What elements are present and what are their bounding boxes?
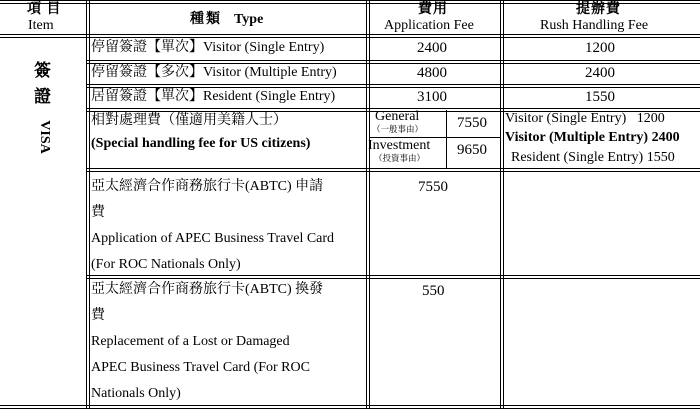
row-border xyxy=(86,275,700,279)
row-border xyxy=(86,60,700,64)
abtc-replace-line-5: Nationals Only) xyxy=(91,386,181,401)
header-fee-zh: 費用 xyxy=(418,2,448,17)
special-general-zh: （一般事由） xyxy=(372,124,424,134)
visa-zh-1: 簽 xyxy=(34,61,51,80)
special-type-en: (Special handling fee for US citizens) xyxy=(91,136,311,151)
header-bottom-border xyxy=(0,34,700,38)
special-investment-zh: （投資事由） xyxy=(374,153,426,163)
special-type-zh: 相對處理費（僅適用美籍人士） xyxy=(91,113,287,128)
row-border xyxy=(86,84,700,88)
abtc-apply-fee: 7550 xyxy=(418,179,448,195)
abtc-replace-line-2: 費 xyxy=(91,308,105,323)
row-type-visitor-single: 停留簽證【單次】Visitor (Single Entry) xyxy=(91,40,325,55)
special-rush-line-1: Visitor (Single Entry) 1200 xyxy=(505,111,665,126)
abtc-apply-line-3: Application of APEC Business Travel Card xyxy=(91,231,335,246)
abtc-apply-line-1: 亞太經濟合作商務旅行卡(ABTC) 申請 xyxy=(91,179,324,194)
header-type-zh: 種類 xyxy=(190,12,222,27)
visa-en: VISA xyxy=(37,120,52,154)
row-fee-visitor-single: 2400 xyxy=(417,40,447,56)
header-fee-en: Application Fee xyxy=(384,18,474,33)
abtc-replace-line-1: 亞太經濟合作商務旅行卡(ABTC) 換發 xyxy=(91,282,324,297)
header-rush-zh: 提辦費 xyxy=(576,2,621,17)
row-type-resident-single: 居留簽證【單次】Resident (Single Entry) xyxy=(91,89,336,104)
visa-zh-2: 證 xyxy=(34,87,51,106)
special-rush-line-2: Visitor (Multiple Entry) 2400 xyxy=(505,130,680,145)
abtc-replace-fee: 550 xyxy=(422,283,445,299)
row-rush-resident-single: 1550 xyxy=(585,89,615,105)
header-rush-en: Rush Handling Fee xyxy=(540,18,649,33)
abtc-replace-line-3: Replacement of a Lost or Damaged xyxy=(91,334,290,349)
abtc-apply-line-2: 費 xyxy=(91,205,105,220)
row-border xyxy=(86,168,700,172)
row-type-visitor-multiple: 停留簽證【多次】Visitor (Multiple Entry) xyxy=(91,65,337,80)
header-item-zh: 項 目 xyxy=(27,2,62,17)
special-investment-en: Investment xyxy=(368,138,431,153)
row-rush-visitor-single: 1200 xyxy=(585,40,615,56)
row-border xyxy=(0,405,700,409)
special-fee-divider xyxy=(446,110,447,168)
special-general-en: General xyxy=(375,109,420,124)
special-rush-line-3: Resident (Single Entry) 1550 xyxy=(511,150,675,165)
row-fee-visitor-multiple: 4800 xyxy=(417,65,447,81)
header-type-en: Type xyxy=(234,12,264,27)
header-item-en: Item xyxy=(28,18,54,33)
abtc-apply-line-4: (For ROC Nationals Only) xyxy=(91,257,241,272)
row-fee-resident-single: 3100 xyxy=(417,89,447,105)
special-general-fee: 7550 xyxy=(457,115,487,131)
special-investment-fee: 9650 xyxy=(457,142,487,158)
abtc-replace-line-4: APEC Business Travel Card (For ROC xyxy=(91,360,310,375)
row-rush-visitor-multiple: 2400 xyxy=(585,65,615,81)
